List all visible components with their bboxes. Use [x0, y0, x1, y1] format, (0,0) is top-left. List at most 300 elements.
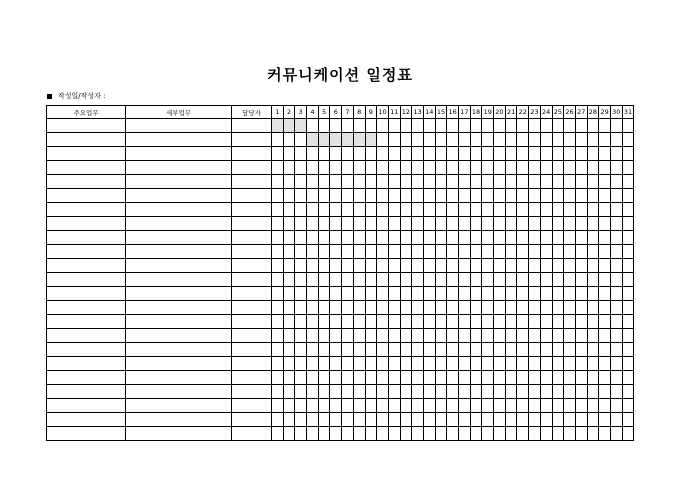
day-cell[interactable]: [564, 217, 576, 231]
day-cell[interactable]: [295, 315, 307, 329]
day-cell[interactable]: [540, 273, 552, 287]
day-cell[interactable]: [400, 119, 412, 133]
day-cell[interactable]: [342, 259, 354, 273]
day-cell[interactable]: [575, 273, 587, 287]
day-cell[interactable]: [459, 315, 471, 329]
day-cell[interactable]: [552, 217, 564, 231]
day-cell[interactable]: [342, 119, 354, 133]
day-cell[interactable]: [575, 147, 587, 161]
day-cell[interactable]: [283, 427, 295, 441]
day-cell[interactable]: [587, 413, 599, 427]
day-cell[interactable]: [529, 301, 541, 315]
day-cell[interactable]: [272, 371, 284, 385]
day-cell[interactable]: [447, 329, 459, 343]
day-cell[interactable]: [342, 399, 354, 413]
day-cell[interactable]: [400, 385, 412, 399]
day-cell[interactable]: [587, 399, 599, 413]
day-cell[interactable]: [552, 315, 564, 329]
day-cell[interactable]: [470, 301, 482, 315]
detail-task-cell[interactable]: [126, 231, 232, 245]
day-cell[interactable]: [610, 385, 622, 399]
day-cell[interactable]: [318, 189, 330, 203]
day-cell[interactable]: [283, 413, 295, 427]
day-cell[interactable]: [377, 273, 389, 287]
day-cell[interactable]: [365, 147, 377, 161]
detail-task-cell[interactable]: [126, 301, 232, 315]
day-cell[interactable]: [353, 245, 365, 259]
day-cell[interactable]: [400, 161, 412, 175]
day-cell[interactable]: [388, 203, 400, 217]
day-cell[interactable]: [353, 231, 365, 245]
detail-task-cell[interactable]: [126, 133, 232, 147]
day-cell[interactable]: [552, 259, 564, 273]
day-cell[interactable]: [400, 315, 412, 329]
day-cell[interactable]: [552, 245, 564, 259]
day-cell[interactable]: [552, 301, 564, 315]
main-task-cell[interactable]: [47, 245, 126, 259]
owner-cell[interactable]: [232, 385, 272, 399]
day-cell[interactable]: [622, 315, 634, 329]
day-cell[interactable]: [272, 259, 284, 273]
day-cell[interactable]: [435, 133, 447, 147]
day-cell[interactable]: [435, 357, 447, 371]
day-cell[interactable]: [435, 385, 447, 399]
day-cell[interactable]: [435, 231, 447, 245]
day-cell[interactable]: [377, 189, 389, 203]
owner-cell[interactable]: [232, 357, 272, 371]
day-cell[interactable]: [318, 357, 330, 371]
day-cell[interactable]: [283, 245, 295, 259]
day-cell[interactable]: [482, 259, 494, 273]
owner-cell[interactable]: [232, 287, 272, 301]
day-cell[interactable]: [622, 273, 634, 287]
day-cell[interactable]: [330, 427, 342, 441]
day-cell[interactable]: [318, 413, 330, 427]
day-cell[interactable]: [330, 133, 342, 147]
day-cell[interactable]: [470, 315, 482, 329]
day-cell[interactable]: [482, 385, 494, 399]
day-cell[interactable]: [505, 217, 517, 231]
day-cell[interactable]: [330, 329, 342, 343]
day-cell[interactable]: [517, 161, 529, 175]
day-cell[interactable]: [459, 147, 471, 161]
day-cell[interactable]: [529, 399, 541, 413]
day-cell[interactable]: [353, 189, 365, 203]
day-cell[interactable]: [529, 147, 541, 161]
day-cell[interactable]: [423, 259, 435, 273]
detail-task-cell[interactable]: [126, 399, 232, 413]
day-cell[interactable]: [400, 259, 412, 273]
main-task-cell[interactable]: [47, 161, 126, 175]
day-cell[interactable]: [283, 385, 295, 399]
day-cell[interactable]: [459, 133, 471, 147]
day-cell[interactable]: [552, 413, 564, 427]
day-cell[interactable]: [505, 371, 517, 385]
detail-task-cell[interactable]: [126, 217, 232, 231]
day-cell[interactable]: [342, 203, 354, 217]
day-cell[interactable]: [552, 329, 564, 343]
day-cell[interactable]: [377, 245, 389, 259]
day-cell[interactable]: [494, 329, 506, 343]
day-cell[interactable]: [447, 371, 459, 385]
day-cell[interactable]: [365, 119, 377, 133]
day-cell[interactable]: [423, 273, 435, 287]
day-cell[interactable]: [447, 399, 459, 413]
day-cell[interactable]: [470, 371, 482, 385]
day-cell[interactable]: [330, 245, 342, 259]
day-cell[interactable]: [295, 399, 307, 413]
day-cell[interactable]: [435, 427, 447, 441]
day-cell[interactable]: [412, 133, 424, 147]
day-cell[interactable]: [272, 147, 284, 161]
day-cell[interactable]: [388, 217, 400, 231]
day-cell[interactable]: [388, 259, 400, 273]
day-cell[interactable]: [622, 161, 634, 175]
day-cell[interactable]: [295, 231, 307, 245]
day-cell[interactable]: [552, 147, 564, 161]
day-cell[interactable]: [435, 371, 447, 385]
day-cell[interactable]: [400, 343, 412, 357]
day-cell[interactable]: [365, 357, 377, 371]
day-cell[interactable]: [353, 273, 365, 287]
day-cell[interactable]: [575, 385, 587, 399]
day-cell[interactable]: [587, 259, 599, 273]
day-cell[interactable]: [564, 329, 576, 343]
day-cell[interactable]: [622, 413, 634, 427]
day-cell[interactable]: [377, 315, 389, 329]
day-cell[interactable]: [610, 399, 622, 413]
day-cell[interactable]: [610, 357, 622, 371]
day-cell[interactable]: [610, 287, 622, 301]
day-cell[interactable]: [318, 119, 330, 133]
detail-task-cell[interactable]: [126, 329, 232, 343]
day-cell[interactable]: [564, 133, 576, 147]
main-task-cell[interactable]: [47, 189, 126, 203]
day-cell[interactable]: [295, 189, 307, 203]
day-cell[interactable]: [353, 287, 365, 301]
day-cell[interactable]: [435, 259, 447, 273]
day-cell[interactable]: [342, 385, 354, 399]
day-cell[interactable]: [552, 427, 564, 441]
day-cell[interactable]: [365, 385, 377, 399]
day-cell[interactable]: [459, 119, 471, 133]
day-cell[interactable]: [307, 385, 319, 399]
day-cell[interactable]: [307, 203, 319, 217]
day-cell[interactable]: [482, 287, 494, 301]
day-cell[interactable]: [447, 217, 459, 231]
day-cell[interactable]: [412, 343, 424, 357]
day-cell[interactable]: [400, 217, 412, 231]
day-cell[interactable]: [552, 175, 564, 189]
day-cell[interactable]: [272, 385, 284, 399]
day-cell[interactable]: [494, 413, 506, 427]
day-cell[interactable]: [459, 301, 471, 315]
day-cell[interactable]: [470, 343, 482, 357]
day-cell[interactable]: [470, 385, 482, 399]
day-cell[interactable]: [505, 287, 517, 301]
day-cell[interactable]: [529, 133, 541, 147]
day-cell[interactable]: [400, 133, 412, 147]
day-cell[interactable]: [587, 119, 599, 133]
day-cell[interactable]: [283, 315, 295, 329]
day-cell[interactable]: [482, 161, 494, 175]
owner-cell[interactable]: [232, 399, 272, 413]
day-cell[interactable]: [412, 189, 424, 203]
day-cell[interactable]: [435, 119, 447, 133]
day-cell[interactable]: [447, 259, 459, 273]
day-cell[interactable]: [610, 259, 622, 273]
day-cell[interactable]: [505, 203, 517, 217]
day-cell[interactable]: [540, 385, 552, 399]
day-cell[interactable]: [318, 175, 330, 189]
day-cell[interactable]: [552, 133, 564, 147]
day-cell[interactable]: [412, 357, 424, 371]
day-cell[interactable]: [517, 119, 529, 133]
day-cell[interactable]: [377, 413, 389, 427]
day-cell[interactable]: [470, 189, 482, 203]
day-cell[interactable]: [447, 133, 459, 147]
day-cell[interactable]: [505, 427, 517, 441]
day-cell[interactable]: [599, 133, 611, 147]
day-cell[interactable]: [575, 301, 587, 315]
day-cell[interactable]: [365, 329, 377, 343]
day-cell[interactable]: [482, 343, 494, 357]
day-cell[interactable]: [435, 189, 447, 203]
day-cell[interactable]: [505, 231, 517, 245]
day-cell[interactable]: [447, 203, 459, 217]
day-cell[interactable]: [318, 259, 330, 273]
day-cell[interactable]: [412, 287, 424, 301]
day-cell[interactable]: [575, 161, 587, 175]
day-cell[interactable]: [505, 161, 517, 175]
day-cell[interactable]: [318, 161, 330, 175]
day-cell[interactable]: [330, 161, 342, 175]
day-cell[interactable]: [599, 231, 611, 245]
day-cell[interactable]: [540, 119, 552, 133]
day-cell[interactable]: [494, 119, 506, 133]
day-cell[interactable]: [377, 119, 389, 133]
day-cell[interactable]: [552, 399, 564, 413]
day-cell[interactable]: [459, 175, 471, 189]
main-task-cell[interactable]: [47, 413, 126, 427]
owner-cell[interactable]: [232, 175, 272, 189]
day-cell[interactable]: [470, 119, 482, 133]
day-cell[interactable]: [318, 329, 330, 343]
day-cell[interactable]: [540, 231, 552, 245]
day-cell[interactable]: [599, 119, 611, 133]
day-cell[interactable]: [494, 287, 506, 301]
day-cell[interactable]: [540, 287, 552, 301]
day-cell[interactable]: [423, 161, 435, 175]
day-cell[interactable]: [435, 203, 447, 217]
day-cell[interactable]: [353, 175, 365, 189]
day-cell[interactable]: [447, 413, 459, 427]
main-task-cell[interactable]: [47, 329, 126, 343]
day-cell[interactable]: [318, 287, 330, 301]
day-cell[interactable]: [423, 147, 435, 161]
day-cell[interactable]: [388, 329, 400, 343]
day-cell[interactable]: [529, 287, 541, 301]
main-task-cell[interactable]: [47, 217, 126, 231]
day-cell[interactable]: [377, 259, 389, 273]
day-cell[interactable]: [353, 399, 365, 413]
day-cell[interactable]: [494, 245, 506, 259]
day-cell[interactable]: [307, 427, 319, 441]
owner-cell[interactable]: [232, 343, 272, 357]
main-task-cell[interactable]: [47, 133, 126, 147]
detail-task-cell[interactable]: [126, 385, 232, 399]
day-cell[interactable]: [365, 273, 377, 287]
day-cell[interactable]: [552, 161, 564, 175]
day-cell[interactable]: [365, 427, 377, 441]
day-cell[interactable]: [517, 329, 529, 343]
day-cell[interactable]: [505, 133, 517, 147]
day-cell[interactable]: [587, 427, 599, 441]
day-cell[interactable]: [353, 133, 365, 147]
day-cell[interactable]: [377, 357, 389, 371]
day-cell[interactable]: [540, 301, 552, 315]
day-cell[interactable]: [353, 161, 365, 175]
day-cell[interactable]: [353, 385, 365, 399]
day-cell[interactable]: [388, 427, 400, 441]
day-cell[interactable]: [552, 119, 564, 133]
day-cell[interactable]: [388, 245, 400, 259]
detail-task-cell[interactable]: [126, 343, 232, 357]
day-cell[interactable]: [482, 217, 494, 231]
day-cell[interactable]: [272, 287, 284, 301]
day-cell[interactable]: [342, 161, 354, 175]
day-cell[interactable]: [482, 231, 494, 245]
day-cell[interactable]: [447, 189, 459, 203]
day-cell[interactable]: [365, 189, 377, 203]
day-cell[interactable]: [540, 245, 552, 259]
day-cell[interactable]: [575, 231, 587, 245]
detail-task-cell[interactable]: [126, 175, 232, 189]
day-cell[interactable]: [599, 217, 611, 231]
day-cell[interactable]: [423, 231, 435, 245]
day-cell[interactable]: [622, 329, 634, 343]
day-cell[interactable]: [318, 217, 330, 231]
day-cell[interactable]: [552, 371, 564, 385]
day-cell[interactable]: [272, 413, 284, 427]
day-cell[interactable]: [529, 231, 541, 245]
day-cell[interactable]: [470, 399, 482, 413]
day-cell[interactable]: [529, 413, 541, 427]
day-cell[interactable]: [564, 259, 576, 273]
main-task-cell[interactable]: [47, 119, 126, 133]
day-cell[interactable]: [318, 343, 330, 357]
day-cell[interactable]: [599, 147, 611, 161]
detail-task-cell[interactable]: [126, 357, 232, 371]
day-cell[interactable]: [388, 399, 400, 413]
detail-task-cell[interactable]: [126, 413, 232, 427]
day-cell[interactable]: [622, 287, 634, 301]
day-cell[interactable]: [365, 371, 377, 385]
day-cell[interactable]: [307, 245, 319, 259]
day-cell[interactable]: [307, 371, 319, 385]
owner-cell[interactable]: [232, 189, 272, 203]
main-task-cell[interactable]: [47, 231, 126, 245]
day-cell[interactable]: [295, 175, 307, 189]
day-cell[interactable]: [388, 175, 400, 189]
day-cell[interactable]: [599, 343, 611, 357]
detail-task-cell[interactable]: [126, 245, 232, 259]
day-cell[interactable]: [575, 399, 587, 413]
day-cell[interactable]: [459, 371, 471, 385]
day-cell[interactable]: [587, 245, 599, 259]
day-cell[interactable]: [307, 287, 319, 301]
day-cell[interactable]: [388, 147, 400, 161]
day-cell[interactable]: [330, 217, 342, 231]
day-cell[interactable]: [400, 427, 412, 441]
day-cell[interactable]: [517, 147, 529, 161]
day-cell[interactable]: [353, 371, 365, 385]
day-cell[interactable]: [342, 371, 354, 385]
main-task-cell[interactable]: [47, 301, 126, 315]
day-cell[interactable]: [295, 203, 307, 217]
day-cell[interactable]: [377, 385, 389, 399]
day-cell[interactable]: [587, 357, 599, 371]
day-cell[interactable]: [529, 273, 541, 287]
day-cell[interactable]: [423, 175, 435, 189]
day-cell[interactable]: [283, 119, 295, 133]
day-cell[interactable]: [283, 175, 295, 189]
day-cell[interactable]: [517, 189, 529, 203]
day-cell[interactable]: [575, 245, 587, 259]
day-cell[interactable]: [435, 329, 447, 343]
detail-task-cell[interactable]: [126, 189, 232, 203]
day-cell[interactable]: [494, 385, 506, 399]
day-cell[interactable]: [575, 357, 587, 371]
day-cell[interactable]: [610, 175, 622, 189]
day-cell[interactable]: [610, 245, 622, 259]
day-cell[interactable]: [470, 147, 482, 161]
day-cell[interactable]: [365, 287, 377, 301]
main-task-cell[interactable]: [47, 385, 126, 399]
day-cell[interactable]: [342, 175, 354, 189]
day-cell[interactable]: [470, 133, 482, 147]
day-cell[interactable]: [622, 133, 634, 147]
day-cell[interactable]: [447, 343, 459, 357]
day-cell[interactable]: [575, 119, 587, 133]
day-cell[interactable]: [564, 161, 576, 175]
day-cell[interactable]: [587, 301, 599, 315]
day-cell[interactable]: [599, 399, 611, 413]
day-cell[interactable]: [272, 273, 284, 287]
day-cell[interactable]: [482, 315, 494, 329]
day-cell[interactable]: [330, 399, 342, 413]
day-cell[interactable]: [283, 301, 295, 315]
day-cell[interactable]: [599, 329, 611, 343]
day-cell[interactable]: [540, 371, 552, 385]
day-cell[interactable]: [447, 273, 459, 287]
day-cell[interactable]: [517, 315, 529, 329]
day-cell[interactable]: [610, 315, 622, 329]
day-cell[interactable]: [342, 133, 354, 147]
day-cell[interactable]: [482, 301, 494, 315]
day-cell[interactable]: [400, 329, 412, 343]
day-cell[interactable]: [307, 259, 319, 273]
day-cell[interactable]: [283, 231, 295, 245]
day-cell[interactable]: [599, 175, 611, 189]
day-cell[interactable]: [540, 399, 552, 413]
day-cell[interactable]: [447, 287, 459, 301]
day-cell[interactable]: [529, 315, 541, 329]
day-cell[interactable]: [587, 175, 599, 189]
day-cell[interactable]: [599, 273, 611, 287]
day-cell[interactable]: [517, 133, 529, 147]
day-cell[interactable]: [330, 357, 342, 371]
